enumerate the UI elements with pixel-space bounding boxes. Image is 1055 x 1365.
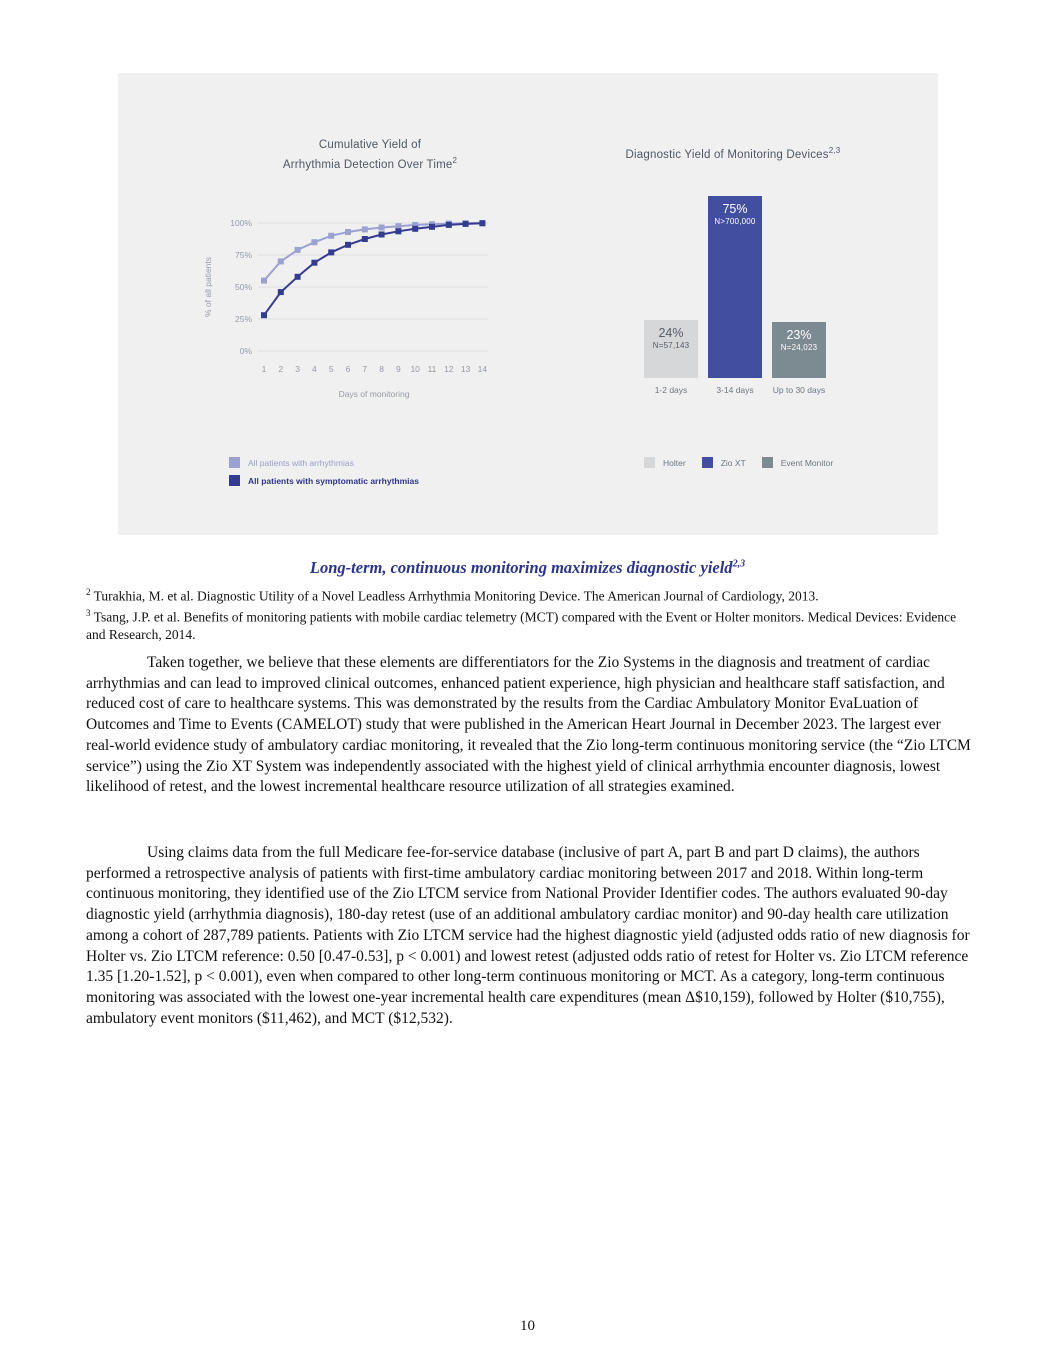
- x-tick-label: 4: [312, 364, 317, 374]
- line-chart-plot: [203, 211, 503, 416]
- series-line-1: [264, 223, 482, 315]
- section-heading: Long-term, continuous monitoring maximizes diagnostic yield$^{2,3}$: [309, 558, 746, 577]
- series-marker: [345, 242, 351, 248]
- legend-label: Event Monitor: [780, 457, 834, 468]
- line-chart-title-line1: Cumulative Yield of: [318, 139, 422, 151]
- series-marker: [362, 236, 368, 242]
- legend-label: Zio XT: [720, 457, 746, 468]
- x-tick-label: 8: [379, 364, 384, 374]
- bar-category-label: 1-2 days: [654, 385, 688, 395]
- series-marker: [295, 274, 301, 280]
- line-chart-title-line2: Arrhythmia Detection Over Time$^2$: [282, 156, 458, 171]
- footnote-2: [86, 584, 976, 605]
- footnote-3: [86, 605, 976, 644]
- x-tick-label: 9: [396, 364, 401, 374]
- charts-panel: [118, 73, 938, 535]
- series-marker: [446, 222, 452, 228]
- footnote-2-text: Turakhia, M. et al. Diagnostic Utility of a Novel Leadless Arrhythmia Monitoring Device. The American Journal of Cardiology, 2013.: [93, 588, 819, 604]
- bar-category-label: 3-14 days: [716, 385, 754, 395]
- bar-zio-xt: [708, 196, 762, 378]
- bar-n-label: N=24,023: [780, 343, 818, 352]
- x-tick-label: 13: [460, 364, 471, 374]
- series-marker: [261, 312, 267, 318]
- title-superscript: 2,3: [828, 146, 841, 155]
- bar-n-label: N=57,143: [652, 341, 690, 350]
- heading-superscript: 2,3: [732, 558, 746, 570]
- page-number: 10: [520, 1318, 535, 1334]
- x-tick-label: 2: [278, 364, 284, 374]
- y-tick-label: 100%: [230, 218, 252, 228]
- legend-label-all-arrhythmias: All patients with arrhythmias: [248, 457, 354, 468]
- legend-item-symptomatic-arrhythmias: [229, 475, 419, 486]
- y-tick-label: 25%: [234, 314, 252, 324]
- x-tick-label: 7: [362, 364, 368, 374]
- series-marker: [429, 224, 435, 230]
- series-marker: [479, 220, 485, 226]
- legend-label: Holter: [663, 457, 686, 468]
- series-marker: [311, 239, 317, 245]
- x-tick-label: 14: [477, 364, 488, 374]
- x-tick-label: 6: [345, 364, 351, 374]
- bar-n-label: N>700,000: [714, 217, 756, 226]
- legend-item-event-monitor: [762, 457, 833, 468]
- bar-chart-legend: [644, 457, 833, 468]
- y-tick-label: 0%: [239, 346, 252, 356]
- line-chart-legend: [229, 457, 419, 493]
- legend-swatch-all-arrhythmias: [229, 457, 240, 468]
- footnote-2-marker: 2: [86, 587, 91, 597]
- bar-event-monitor: [772, 322, 826, 378]
- x-tick-label: 5: [328, 364, 334, 374]
- bar-value-label: 23%: [786, 328, 812, 342]
- footnotes: [86, 584, 976, 644]
- series-marker: [328, 233, 334, 239]
- series-marker: [379, 232, 385, 238]
- series-marker: [379, 225, 385, 231]
- series-marker: [311, 260, 317, 266]
- x-axis-title: Days of monitoring: [338, 389, 410, 399]
- x-tick-label: 3: [295, 364, 300, 374]
- bar-value-label: 24%: [658, 326, 684, 340]
- series-marker: [463, 221, 469, 227]
- x-tick-label: 10: [410, 364, 420, 374]
- x-tick-label: 11: [427, 364, 437, 374]
- x-tick-label: 12: [444, 364, 454, 374]
- series-marker: [362, 226, 368, 232]
- legend-item-all-arrhythmias: [229, 457, 419, 468]
- series-marker: [295, 247, 301, 253]
- y-axis-title: % of all patients: [203, 256, 213, 318]
- legend-item-holter: [644, 457, 686, 468]
- series-marker: [278, 289, 284, 295]
- paragraph-medicare-claims: Using claims data from the full Medicare fee-for-service database (inclusive of part A, part B and part D claims), the authors performed a retrospective analysis of patients with first-time ambulatory cardiac monitoring between 2017 and 2018. Within long-term continuous monitoring, they identified use of the Zio LTCM service from National Provider Identifier codes. The authors evaluated 90-day diagnostic yield (arrhythmia diagnosis), 180-day retest (use of an additional ambulatory cardiac monitor) and 90-day health care utilization among a cohort of 287,789 patients. Patients with Zio LTCM service had the highest diagnostic yield (adjusted odds ratio of new diagnosis for Holter vs. Zio LTCM reference: 0.50 [0.47-0.53], p < 0.001) and lowest retest (adjusted odds ratio of retest for Holter vs. Zio LTCM reference 1.35 [1.20-1.52], p < 0.001), even when compared to other long-term continuous monitoring or MCT. As a category, long-term continuous monitoring was associated with the lowest one-year incremental health care expenditures (mean Δ$10,159), followed by Holter ($10,755), ambulatory event monitors ($11,462), and MCT ($12,532).: [86, 844, 970, 1027]
- bar-value-label: 75%: [722, 202, 748, 216]
- legend-swatch: [644, 457, 655, 468]
- bar-category-label: Up to 30 days: [772, 385, 826, 395]
- series-marker: [278, 258, 284, 264]
- series-marker: [395, 228, 401, 234]
- series-marker: [412, 226, 418, 232]
- legend-swatch: [702, 457, 713, 468]
- series-marker: [345, 229, 351, 235]
- y-tick-label: 50%: [234, 282, 252, 292]
- y-tick-label: 75%: [234, 250, 252, 260]
- legend-swatch-symptomatic-arrhythmias: [229, 475, 240, 486]
- line-chart-title: [210, 137, 530, 173]
- paragraph-camelot: Taken together, we believe that these elements are differentiators for the Zio Systems in the diagnosis and treatment of cardiac arrhythmias and can lead to improved clinical outcomes, enhanced patient experience, high physician and healthcare staff satisfaction, and reduced cost of care to healthcare systems. This was demonstrated by the results from the Cardiac Ambulatory Monitor EvaLuation of Outcomes and Time to Events (CAMELOT) study that were published in the American Heart Journal in December 2023. The largest ever real-world evidence study of ambulatory cardiac monitoring, it revealed that the Zio long-term continuous monitoring service (the “Zio LTCM service”) using the Zio XT System was independently associated with the highest yield of clinical arrhythmia encounter diagnosis, lowest likelihood of retest, and the lowest incremental healthcare resource utilization of all strategies examined.: [86, 654, 971, 796]
- bar-chart-bars: [644, 196, 826, 378]
- title-superscript: 2: [452, 156, 458, 165]
- x-tick-label: 1: [261, 364, 267, 374]
- legend-item-zio-xt: [702, 457, 746, 468]
- bar-chart-title: Diagnostic Yield of Monitoring Devices$^{2,3}$: [625, 146, 841, 161]
- legend-label-symptomatic-arrhythmias: All patients with symptomatic arrhythmias: [248, 475, 419, 486]
- series-marker: [328, 249, 334, 255]
- footnote-3-marker: 3: [86, 608, 91, 618]
- legend-swatch: [762, 457, 773, 468]
- footnote-3-text: Tsang, J.P. et al. Benefits of monitoring patients with mobile cardiac telemetry (MCT) compared with the Event or Holter monitors. Medical Devices: Evidence and Research, 2014.: [86, 609, 957, 642]
- bar-holter: [644, 320, 698, 378]
- series-marker: [261, 278, 267, 284]
- bar-chart-category-labels: [644, 385, 826, 395]
